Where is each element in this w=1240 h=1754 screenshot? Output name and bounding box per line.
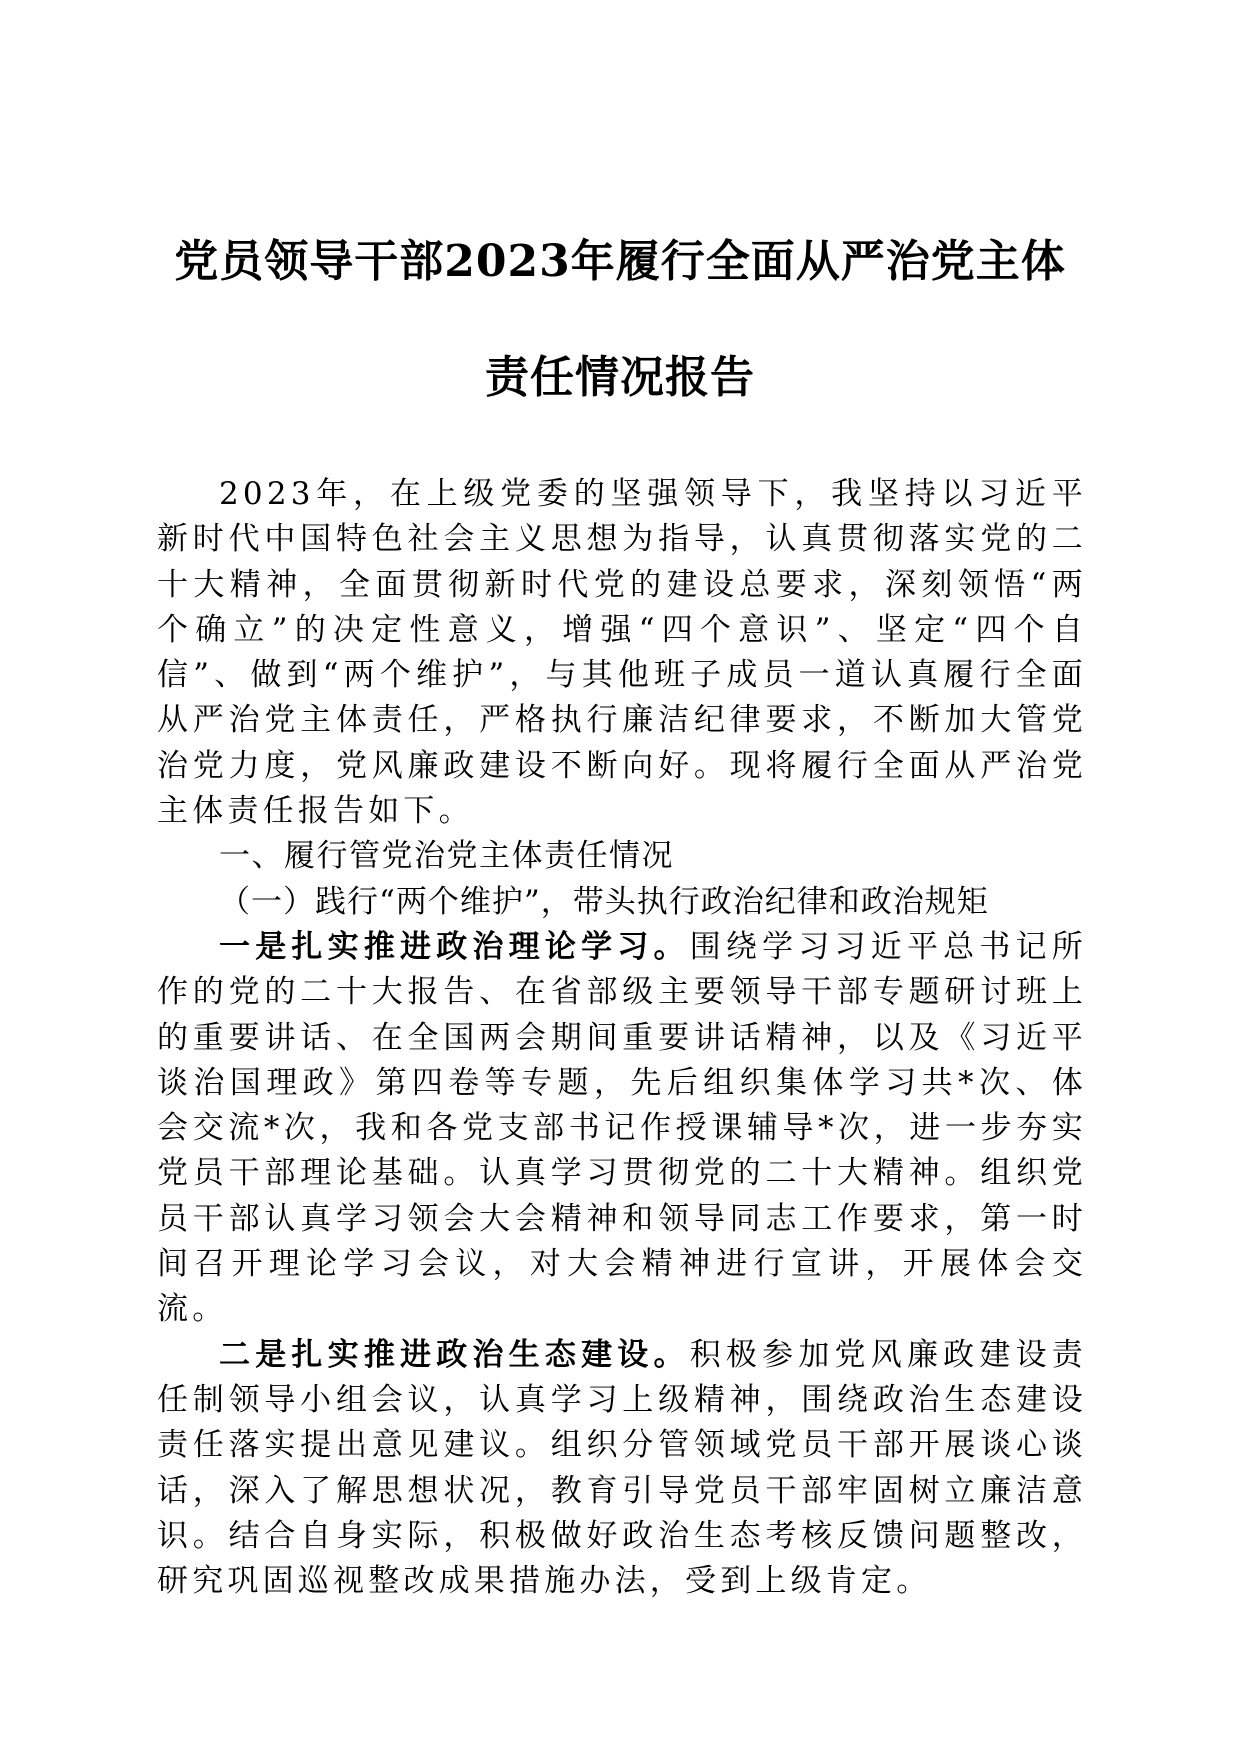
document-title-line1: 党员领导干部2023年履行全面从严治党主体 bbox=[174, 236, 1066, 287]
paragraph-1-lead: 一是扎实推进政治理论学习。 bbox=[219, 928, 690, 965]
paragraph-2-body: 积极参加党风廉政建设责任制领导小组会议，认真学习上级精神，围绕政治生态建设责任落实提出意见建议。组织分管领域党员干部开展谈心谈话，深入了解思想状况，教育引导党员干部牢固树立廉洁意识。结合自身实际，积极做好政治生态考核反馈问题整改，研究巩固巡视整改成果措施办法，受到上级肯定。 bbox=[157, 1336, 1087, 1600]
paragraph-1 bbox=[157, 925, 1087, 1333]
paragraph-1-body: 围绕学习习近平总书记所作的党的二十大报告、在省部级主要领导干部专题研讨班上的重要讲话、在全国两会期间重要讲话精神，以及《习近平谈治国理政》第四卷等专题，先后组织集体学习共*次、体会交流*次，我和各党支部书记作授课辅导*次，进一步夯实党员干部理论基础。认真学习贯彻党的二十大精神。组织党员干部认真学习领会大会精神和领导同志工作要求，第一时间召开理论学习会议，对大会精神进行宣讲，开展体会交流。 bbox=[157, 928, 1087, 1328]
document-title-line2: 责任情况报告 bbox=[485, 352, 755, 403]
document-body bbox=[157, 472, 1087, 1604]
paragraph-2-lead: 二是扎实推进政治生态建设。 bbox=[219, 1336, 690, 1373]
subsection-heading: （一）践行“两个维护”，带头执行政治纪律和政治规矩 bbox=[219, 883, 989, 920]
section-heading: 一、履行管党治党主体责任情况 bbox=[219, 838, 674, 875]
intro-paragraph: 2023年，在上级党委的坚强领导下，我坚持以习近平新时代中国特色社会主义思想为指导，认真贯彻落实党的二十大精神，全面贯彻新时代党的建设总要求，深刻领悟“两个确立”的决定性意义，增强“四个意识”、坚定“四个自信”、做到“两个维护”，与其他班子成员一道认真履行全面从严治党主体责任，严格执行廉洁纪律要求，不断加大管党治党力度，党风廉政建设不断向好。现将履行全面从严治党主体责任报告如下。 bbox=[157, 476, 1087, 830]
paragraph-2 bbox=[157, 1333, 1087, 1605]
